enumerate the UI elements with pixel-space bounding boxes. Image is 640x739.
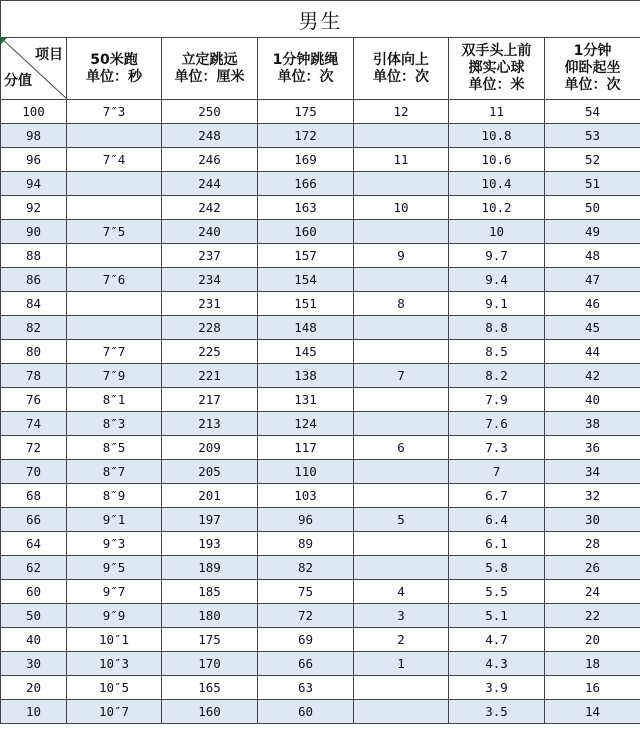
column-header-line: 单位：次 [564, 77, 621, 93]
value-cell: 7″4 [67, 148, 162, 172]
value-cell: 26 [545, 556, 640, 580]
value-cell: 8.8 [449, 316, 545, 340]
value-cell: 10.6 [449, 148, 545, 172]
value-cell: 180 [162, 604, 258, 628]
value-cell: 34 [545, 460, 640, 484]
value-cell: 9″3 [67, 532, 162, 556]
column-header-line: 立定跳远 [181, 51, 238, 68]
value-cell: 209 [162, 436, 258, 460]
value-cell: 237 [162, 244, 258, 268]
value-cell: 124 [258, 412, 354, 436]
column-header-line: 1分钟跳绳 [272, 51, 339, 68]
value-cell: 240 [162, 220, 258, 244]
value-cell: 14 [545, 700, 640, 724]
value-cell: 9″7 [67, 580, 162, 604]
value-cell: 7 [449, 460, 545, 484]
value-cell: 8″7 [67, 460, 162, 484]
value-cell: 189 [162, 556, 258, 580]
table-row [1, 580, 640, 604]
value-cell [354, 172, 449, 196]
value-cell: 160 [162, 700, 258, 724]
value-cell: 225 [162, 340, 258, 364]
value-cell: 8″1 [67, 388, 162, 412]
value-cell: 154 [258, 268, 354, 292]
value-cell: 10.8 [449, 124, 545, 148]
value-cell: 8 [354, 292, 449, 316]
value-cell: 20 [545, 628, 640, 652]
score-cell: 76 [1, 388, 67, 412]
value-cell: 54 [545, 100, 640, 124]
value-cell: 6.7 [449, 484, 545, 508]
value-cell: 9.4 [449, 268, 545, 292]
score-cell: 66 [1, 508, 67, 532]
value-cell: 48 [545, 244, 640, 268]
value-cell [67, 292, 162, 316]
value-cell: 6.1 [449, 532, 545, 556]
value-cell: 7″3 [67, 100, 162, 124]
value-cell: 7.3 [449, 436, 545, 460]
column-header [354, 38, 449, 100]
value-cell: 75 [258, 580, 354, 604]
value-cell: 10″7 [67, 700, 162, 724]
table-row [1, 604, 640, 628]
score-cell: 98 [1, 124, 67, 148]
value-cell: 10″3 [67, 652, 162, 676]
value-cell: 96 [258, 508, 354, 532]
value-cell [354, 484, 449, 508]
value-cell: 10 [354, 196, 449, 220]
value-cell: 8.2 [449, 364, 545, 388]
table-row [1, 556, 640, 580]
score-cell: 60 [1, 580, 67, 604]
score-cell: 86 [1, 268, 67, 292]
value-cell: 24 [545, 580, 640, 604]
score-cell: 82 [1, 316, 67, 340]
table-row [1, 436, 640, 460]
table-row [1, 172, 640, 196]
value-cell [67, 316, 162, 340]
table-row [1, 484, 640, 508]
value-cell: 5.8 [449, 556, 545, 580]
column-header [449, 38, 545, 100]
value-cell: 169 [258, 148, 354, 172]
value-cell: 38 [545, 412, 640, 436]
score-cell: 72 [1, 436, 67, 460]
value-cell [354, 676, 449, 700]
value-cell [354, 460, 449, 484]
value-cell: 60 [258, 700, 354, 724]
score-cell: 84 [1, 292, 67, 316]
corner-header-cell [1, 38, 67, 100]
value-cell: 201 [162, 484, 258, 508]
value-cell: 3.9 [449, 676, 545, 700]
value-cell: 36 [545, 436, 640, 460]
table-row [1, 220, 640, 244]
value-cell: 9″1 [67, 508, 162, 532]
value-cell: 72 [258, 604, 354, 628]
value-cell: 53 [545, 124, 640, 148]
table-row [1, 100, 640, 124]
column-header-line: 引体向上 [373, 51, 429, 68]
value-cell: 138 [258, 364, 354, 388]
value-cell: 51 [545, 172, 640, 196]
value-cell: 221 [162, 364, 258, 388]
value-cell: 197 [162, 508, 258, 532]
value-cell [354, 268, 449, 292]
value-cell: 46 [545, 292, 640, 316]
value-cell: 63 [258, 676, 354, 700]
value-cell: 131 [258, 388, 354, 412]
value-cell: 44 [545, 340, 640, 364]
value-cell: 6 [354, 436, 449, 460]
value-cell [67, 124, 162, 148]
value-cell: 22 [545, 604, 640, 628]
value-cell [354, 532, 449, 556]
score-cell: 64 [1, 532, 67, 556]
value-cell: 213 [162, 412, 258, 436]
table-row [1, 652, 640, 676]
score-cell: 90 [1, 220, 67, 244]
value-cell: 2 [354, 628, 449, 652]
value-cell: 117 [258, 436, 354, 460]
table-row [1, 124, 640, 148]
value-cell: 157 [258, 244, 354, 268]
value-cell: 175 [258, 100, 354, 124]
value-cell: 32 [545, 484, 640, 508]
value-cell: 7″6 [67, 268, 162, 292]
value-cell: 172 [258, 124, 354, 148]
column-header-line: 掷实心球 [468, 60, 525, 76]
title-row [1, 1, 640, 38]
table-row [1, 700, 640, 724]
value-cell: 28 [545, 532, 640, 556]
value-cell: 5.5 [449, 580, 545, 604]
score-cell: 74 [1, 412, 67, 436]
value-cell: 4.3 [449, 652, 545, 676]
value-cell: 205 [162, 460, 258, 484]
column-header-line: 仰卧起坐 [564, 60, 621, 76]
value-cell: 166 [258, 172, 354, 196]
value-cell: 89 [258, 532, 354, 556]
value-cell: 16 [545, 676, 640, 700]
column-header [258, 38, 354, 100]
score-cell: 68 [1, 484, 67, 508]
score-cell: 94 [1, 172, 67, 196]
column-header [67, 38, 162, 100]
column-header-line: 双手头上前 [461, 43, 532, 59]
value-cell [67, 244, 162, 268]
value-cell: 6.4 [449, 508, 545, 532]
corner-label-score: 分值 [4, 73, 32, 89]
column-header-line: 1分钟 [573, 43, 612, 59]
value-cell: 30 [545, 508, 640, 532]
table-title: 男生 [1, 1, 640, 38]
value-cell: 11 [354, 148, 449, 172]
table-row [1, 532, 640, 556]
value-cell: 10 [449, 220, 545, 244]
value-cell: 151 [258, 292, 354, 316]
value-cell: 7.6 [449, 412, 545, 436]
value-cell: 250 [162, 100, 258, 124]
value-cell: 66 [258, 652, 354, 676]
value-cell: 244 [162, 172, 258, 196]
table-row [1, 412, 640, 436]
value-cell: 10″5 [67, 676, 162, 700]
score-cell: 88 [1, 244, 67, 268]
column-header [545, 38, 640, 100]
table-row [1, 292, 640, 316]
table-row [1, 244, 640, 268]
value-cell: 185 [162, 580, 258, 604]
value-cell: 246 [162, 148, 258, 172]
score-cell: 70 [1, 460, 67, 484]
value-cell: 10″1 [67, 628, 162, 652]
column-header-line: 50米跑 [90, 51, 138, 68]
value-cell: 3 [354, 604, 449, 628]
value-cell: 47 [545, 268, 640, 292]
value-cell: 9″5 [67, 556, 162, 580]
value-cell: 69 [258, 628, 354, 652]
value-cell: 18 [545, 652, 640, 676]
score-cell: 50 [1, 604, 67, 628]
value-cell [354, 340, 449, 364]
value-cell: 40 [545, 388, 640, 412]
value-cell: 4 [354, 580, 449, 604]
value-cell [67, 172, 162, 196]
score-cell: 62 [1, 556, 67, 580]
value-cell: 9 [354, 244, 449, 268]
value-cell: 5 [354, 508, 449, 532]
value-cell: 8″9 [67, 484, 162, 508]
value-cell: 103 [258, 484, 354, 508]
value-cell: 7″9 [67, 364, 162, 388]
value-cell: 5.1 [449, 604, 545, 628]
score-cell: 78 [1, 364, 67, 388]
score-cell: 100 [1, 100, 67, 124]
table-row [1, 364, 640, 388]
column-header-line: 单位：次 [373, 68, 429, 85]
value-cell: 1 [354, 652, 449, 676]
value-cell: 242 [162, 196, 258, 220]
column-header-line: 单位：秒 [86, 68, 142, 85]
score-cell: 40 [1, 628, 67, 652]
value-cell: 10.4 [449, 172, 545, 196]
table-row [1, 268, 640, 292]
score-cell: 30 [1, 652, 67, 676]
value-cell [67, 196, 162, 220]
value-cell: 8″3 [67, 412, 162, 436]
value-cell [354, 220, 449, 244]
value-cell: 11 [449, 100, 545, 124]
value-cell: 165 [162, 676, 258, 700]
table-row [1, 148, 640, 172]
score-cell: 92 [1, 196, 67, 220]
value-cell: 8.5 [449, 340, 545, 364]
score-cell: 96 [1, 148, 67, 172]
value-cell [354, 316, 449, 340]
value-cell: 3.5 [449, 700, 545, 724]
value-cell: 228 [162, 316, 258, 340]
column-header-line: 单位：次 [277, 68, 334, 85]
value-cell: 175 [162, 628, 258, 652]
value-cell: 42 [545, 364, 640, 388]
table-row [1, 676, 640, 700]
value-cell [354, 388, 449, 412]
value-cell: 193 [162, 532, 258, 556]
value-cell: 50 [545, 196, 640, 220]
table-row [1, 340, 640, 364]
table-row [1, 388, 640, 412]
value-cell: 8″5 [67, 436, 162, 460]
table-row [1, 628, 640, 652]
value-cell: 9.7 [449, 244, 545, 268]
column-header-line: 单位：厘米 [174, 68, 245, 85]
value-cell: 231 [162, 292, 258, 316]
score-cell: 80 [1, 340, 67, 364]
value-cell: 7.9 [449, 388, 545, 412]
value-cell [354, 700, 449, 724]
column-header-line: 单位：米 [468, 77, 525, 93]
table-row [1, 316, 640, 340]
value-cell: 4.7 [449, 628, 545, 652]
value-cell: 148 [258, 316, 354, 340]
value-cell: 10.2 [449, 196, 545, 220]
column-header [162, 38, 258, 100]
value-cell: 234 [162, 268, 258, 292]
value-cell: 9.1 [449, 292, 545, 316]
value-cell: 170 [162, 652, 258, 676]
value-cell: 12 [354, 100, 449, 124]
corner-label-item: 项目 [35, 47, 63, 63]
table-row [1, 508, 640, 532]
value-cell: 7″7 [67, 340, 162, 364]
score-cell: 10 [1, 700, 67, 724]
value-cell: 82 [258, 556, 354, 580]
value-cell: 110 [258, 460, 354, 484]
value-cell: 52 [545, 148, 640, 172]
value-cell: 49 [545, 220, 640, 244]
value-cell: 145 [258, 340, 354, 364]
value-cell: 163 [258, 196, 354, 220]
value-cell: 248 [162, 124, 258, 148]
value-cell: 217 [162, 388, 258, 412]
score-cell: 20 [1, 676, 67, 700]
value-cell [354, 124, 449, 148]
value-cell: 45 [545, 316, 640, 340]
table-row [1, 196, 640, 220]
header-row [1, 38, 640, 100]
value-cell: 9″9 [67, 604, 162, 628]
value-cell [354, 556, 449, 580]
value-cell [354, 412, 449, 436]
value-cell: 7 [354, 364, 449, 388]
value-cell: 160 [258, 220, 354, 244]
table-row [1, 460, 640, 484]
value-cell: 7″5 [67, 220, 162, 244]
